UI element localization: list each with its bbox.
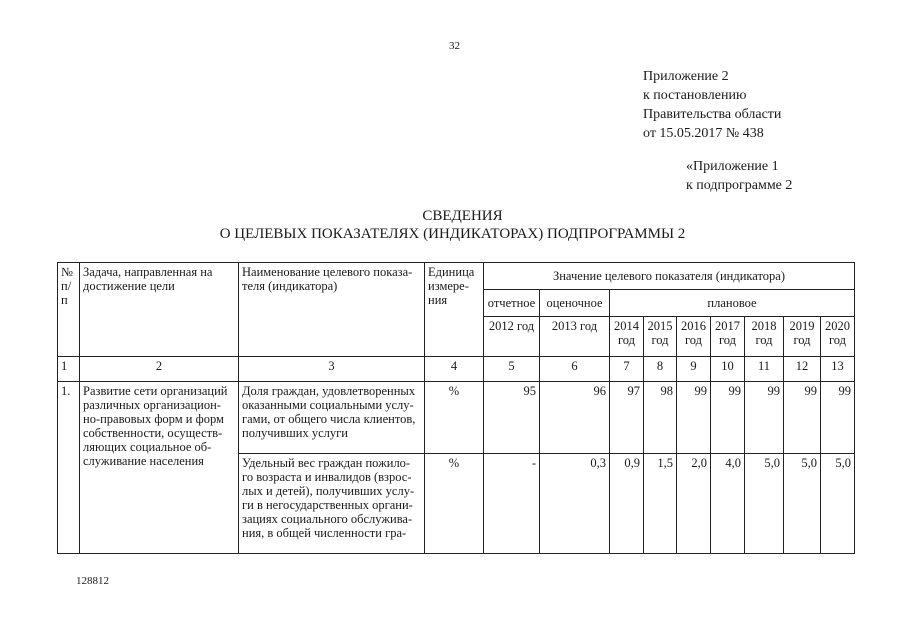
header-estimated: оценочное: [540, 290, 610, 317]
header-unit: Единица измере-ния: [425, 263, 484, 357]
column-number: 7: [610, 357, 644, 382]
column-number: 2: [80, 357, 239, 382]
column-number: 6: [540, 357, 610, 382]
row-value-2019: 5,0: [784, 454, 821, 554]
footer-code: 128812: [76, 575, 109, 587]
row-value-2019: 99: [784, 382, 821, 454]
row-indicator-unit: %: [425, 454, 484, 554]
column-number: 11: [745, 357, 784, 382]
row-value-2017: 4,0: [711, 454, 745, 554]
header-reported: отчетное: [484, 290, 540, 317]
page-number: 32: [449, 40, 460, 52]
row-indicator-name: Удельный вес граждан пожило-го возраста и инвалидов (взрос-лых и детей), получивших услу-ги в негосударственных органи-зациях социального обслужива-ния, в общей численности гра-: [239, 454, 425, 554]
appendix-2-line: от 15.05.2017 № 438: [643, 126, 764, 141]
column-number: 13: [821, 357, 855, 382]
appendix-2-line: к постановлению: [643, 88, 747, 103]
row-value-2013: 0,3: [540, 454, 610, 554]
column-number: 8: [644, 357, 677, 382]
row-task: Развитие сети организаций различных организацион-но-правовых форм и форм собственности, осуществ-ляющих социальное об-служивание населения: [80, 382, 239, 554]
header-indicator: Наименование целевого показа-теля (индикатора): [239, 263, 425, 357]
table-row: [58, 382, 855, 454]
header-year-2019: 2019 год: [784, 317, 821, 357]
appendix-2-line: Правительства области: [643, 107, 782, 122]
row-value-2014: 0,9: [610, 454, 644, 554]
column-number: 3: [239, 357, 425, 382]
row-indicator-unit: %: [425, 382, 484, 454]
column-number: 1: [58, 357, 80, 382]
header-year-2012: 2012 год: [484, 317, 540, 357]
column-number: 12: [784, 357, 821, 382]
column-number: 10: [711, 357, 745, 382]
row-value-2012: -: [484, 454, 540, 554]
header-task: Задача, направленная на достижение цели: [80, 263, 239, 357]
header-year-2013: 2013 год: [540, 317, 610, 357]
row-value-2018: 5,0: [745, 454, 784, 554]
header-planned: плановое: [610, 290, 855, 317]
row-value-2014: 97: [610, 382, 644, 454]
appendix-1-line: к подпрограмме 2: [686, 178, 793, 193]
row-value-2015: 1,5: [644, 454, 677, 554]
column-number: 4: [425, 357, 484, 382]
header-year-2015: 2015 год: [644, 317, 677, 357]
column-number: 9: [677, 357, 711, 382]
appendix-2-line: Приложение 2: [643, 69, 729, 84]
column-number-row: [58, 357, 855, 382]
header-year-2018: 2018 год: [745, 317, 784, 357]
row-value-2016: 99: [677, 382, 711, 454]
header-value: Значение целевого показателя (индикатора): [484, 263, 855, 290]
header-num: № п/ п: [58, 263, 80, 357]
row-num: 1.: [58, 382, 80, 554]
heading-title: СВЕДЕНИЯ: [422, 208, 503, 224]
indicators-table: [57, 262, 855, 554]
row-indicator-name: Доля граждан, удовлетворенных оказанными социальными услу-гами, от общего числа клиентов, получивших услуги: [239, 382, 425, 454]
appendix-1-line: «Приложение 1: [686, 159, 779, 174]
row-value-2020: 99: [821, 382, 855, 454]
header-year-2020: 2020 год: [821, 317, 855, 357]
row-value-2013: 96: [540, 382, 610, 454]
appendix-1-reference: [686, 157, 792, 195]
row-value-2016: 2,0: [677, 454, 711, 554]
document-heading: [0, 207, 905, 243]
row-value-2015: 98: [644, 382, 677, 454]
row-value-2020: 5,0: [821, 454, 855, 554]
column-number: 5: [484, 357, 540, 382]
row-value-2012: 95: [484, 382, 540, 454]
header-year-2014: 2014 год: [610, 317, 644, 357]
appendix-2-reference: [643, 67, 781, 143]
row-value-2018: 99: [745, 382, 784, 454]
header-year-2016: 2016 год: [677, 317, 711, 357]
header-year-2017: 2017 год: [711, 317, 745, 357]
heading-subtitle: О ЦЕЛЕВЫХ ПОКАЗАТЕЛЯХ (ИНДИКАТОРАХ) ПОДПРОГРАММЫ 2: [219, 226, 686, 242]
row-value-2017: 99: [711, 382, 745, 454]
